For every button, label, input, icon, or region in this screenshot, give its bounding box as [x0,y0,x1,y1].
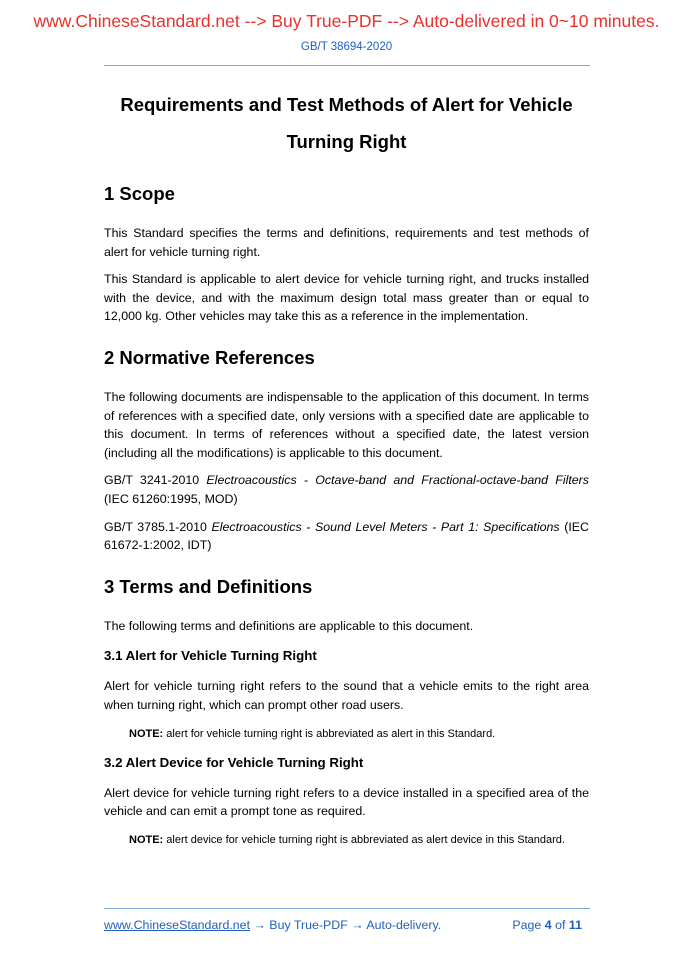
terms-intro: The following terms and definitions are applicable to this document. [104,618,474,633]
ref1-tail: (IEC 61260:1995, MOD) [104,491,238,506]
term-3-1-body: Alert for vehicle turning right refers to the sound that a vehicle emits to the right area when turning right, which can prompt other road users. [104,679,589,712]
footer-website-link[interactable]: www.ChineseStandard.net [104,918,251,932]
note-label: NOTE: [129,833,164,846]
document-title-line-2: Turning Right [286,131,407,152]
document-body [104,86,589,848]
term-3-1-heading: 3.1 Alert for Vehicle Turning Right [104,648,317,664]
section-heading-scope: 1 Scope [104,183,175,204]
document-title-line-1: Requirements and Test Methods of Alert for Vehicle [120,94,573,115]
footer-tagline: → Buy True-PDF → Auto-delivery. [250,918,442,932]
header-divider [104,65,590,66]
ref2-title: Electroacoustics - Sound Level Meters - Part 1: Specifications [211,519,560,534]
note-text: alert device for vehicle turning right is abbreviated as alert device in this Standard. [163,833,565,846]
ref1-code: GB/T 3241-2010 [104,473,207,488]
top-banner[interactable]: www.ChineseStandard.net --> Buy True-PDF --> Auto-delivered in 0~10 minutes. [33,11,660,31]
note-label: NOTE: [129,727,164,740]
section-heading-normative-references: 2 Normative References [104,346,315,368]
page-footer [104,918,590,932]
page-number: 4 [544,918,552,932]
section-heading-terms: 3 Terms and Definitions [104,575,313,597]
standard-number: GB/T 38694-2020 [300,41,393,53]
note-text: alert for vehicle turning right is abbreviated as alert in this Standard. [163,727,496,740]
term-3-2-heading: 3.2 Alert Device for Vehicle Turning Right [104,754,364,770]
page-of-label: of [551,918,569,932]
page-total: 11 [568,918,582,932]
normative-reference-1 [104,471,589,508]
term-3-1-note [104,726,589,742]
scope-paragraph-1: This Standard specifies the terms and definitions, requirements and test methods of alert for vehicle turning right. [104,226,589,259]
footer-divider [104,908,590,909]
normative-reference-2 [104,518,589,555]
ref2-code: GB/T 3785.1-2010 [104,519,212,534]
term-3-2-note [104,832,589,848]
normative-paragraph-1: The following documents are indispensable to the application of this document. In terms of references with a specified date, only versions with a specified date are applicable to this document. In terms of references without a specified date, the latest version (including all the modifications) is applicable to this document. [104,389,589,460]
page-indicator [512,918,582,932]
scope-paragraph-2: This Standard is applicable to alert device for vehicle turning right, and trucks installed with the device, and with the maximum design total mass greater than or equal to 12,000 kg. Other vehicles may take this as a reference in the implementation. [104,272,589,324]
term-3-2-body: Alert device for vehicle turning right refers to a device installed in a specified area of the vehicle and can emit a prompt tone as required. [104,785,589,819]
page-label: Page [512,918,545,932]
ref2-tail: (IEC 61672-1:2002, IDT) [104,519,589,553]
ref1-title: Electroacoustics - Octave-band and Fractional-octave-band Filters [206,473,589,488]
